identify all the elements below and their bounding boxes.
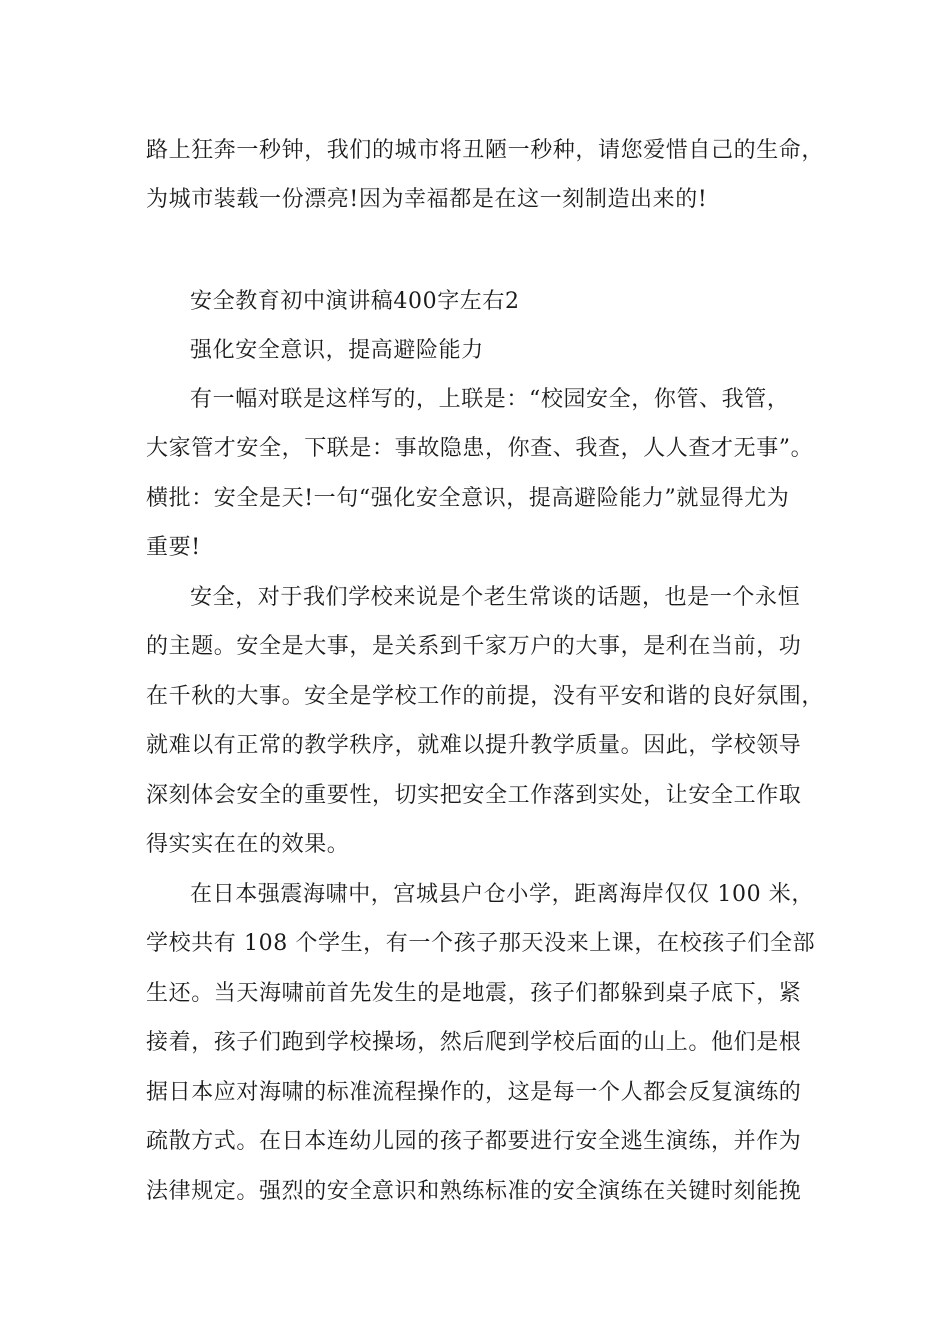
- paragraph-line: 在日本强震海啸中，宫城县户仓小学，距离海岸仅仅 100 米，: [190, 882, 814, 907]
- paragraph-line: 疏散方式。在日本连幼儿园的孩子都要进行安全逃生演练，并作为: [146, 1129, 802, 1154]
- paragraph-line: 就难以有正常的教学秩序，就难以提升教学质量。因此，学校领导: [146, 733, 802, 758]
- paragraph-line: 在千秋的大事。安全是学校工作的前提，没有平安和谐的良好氛围，: [146, 684, 825, 709]
- paragraph-line: 生还。当天海啸前首先发生的是地震，孩子们都躲到桌子底下，紧: [146, 981, 802, 1006]
- paragraph-line: 重要!: [146, 535, 201, 560]
- paragraph-line: 学校共有 108 个学生，有一个孩子那天没来上课，在校孩子们全部: [146, 931, 816, 956]
- paragraph-line: 横批：安全是天!一句“强化安全意识，提高避险能力”就显得尤为: [146, 486, 790, 511]
- paragraph-line: 有一幅对联是这样写的，上联是：“校园安全，你管、我管，: [190, 387, 790, 412]
- section-subheading: 强化安全意识，提高避险能力: [190, 338, 484, 363]
- paragraph-line: 接着，孩子们跑到学校操场，然后爬到学校后面的山上。他们是根: [146, 1030, 802, 1055]
- continuation-line: 为城市装载一份漂亮!因为幸福都是在这一刻制造出来的!: [146, 187, 708, 212]
- continuation-line: 路上狂奔一秒钟，我们的城市将丑陋一秒种，请您爱惜自己的生命，: [146, 138, 825, 163]
- paragraph-line: 大家管才安全，下联是：事故隐患，你查、我查，人人查才无事”。: [146, 436, 814, 461]
- paragraph-line: 法律规定。强烈的安全意识和熟练标准的安全演练在关键时刻能挽: [146, 1179, 802, 1204]
- paragraph-line: 得实实在在的效果。: [146, 832, 350, 857]
- paragraph-line: 深刻体会安全的重要性，切实把安全工作落到实处，让安全工作取: [146, 783, 802, 808]
- paragraph-line: 据日本应对海啸的标准流程操作的，这是每一个人都会反复演练的: [146, 1080, 802, 1105]
- paragraph-line: 的主题。安全是大事，是关系到千家万户的大事，是利在当前，功: [146, 634, 802, 659]
- paragraph-line: 安全，对于我们学校来说是个老生常谈的话题，也是一个永恒: [190, 585, 801, 610]
- section-heading: 安全教育初中演讲稿400字左右2: [190, 289, 520, 314]
